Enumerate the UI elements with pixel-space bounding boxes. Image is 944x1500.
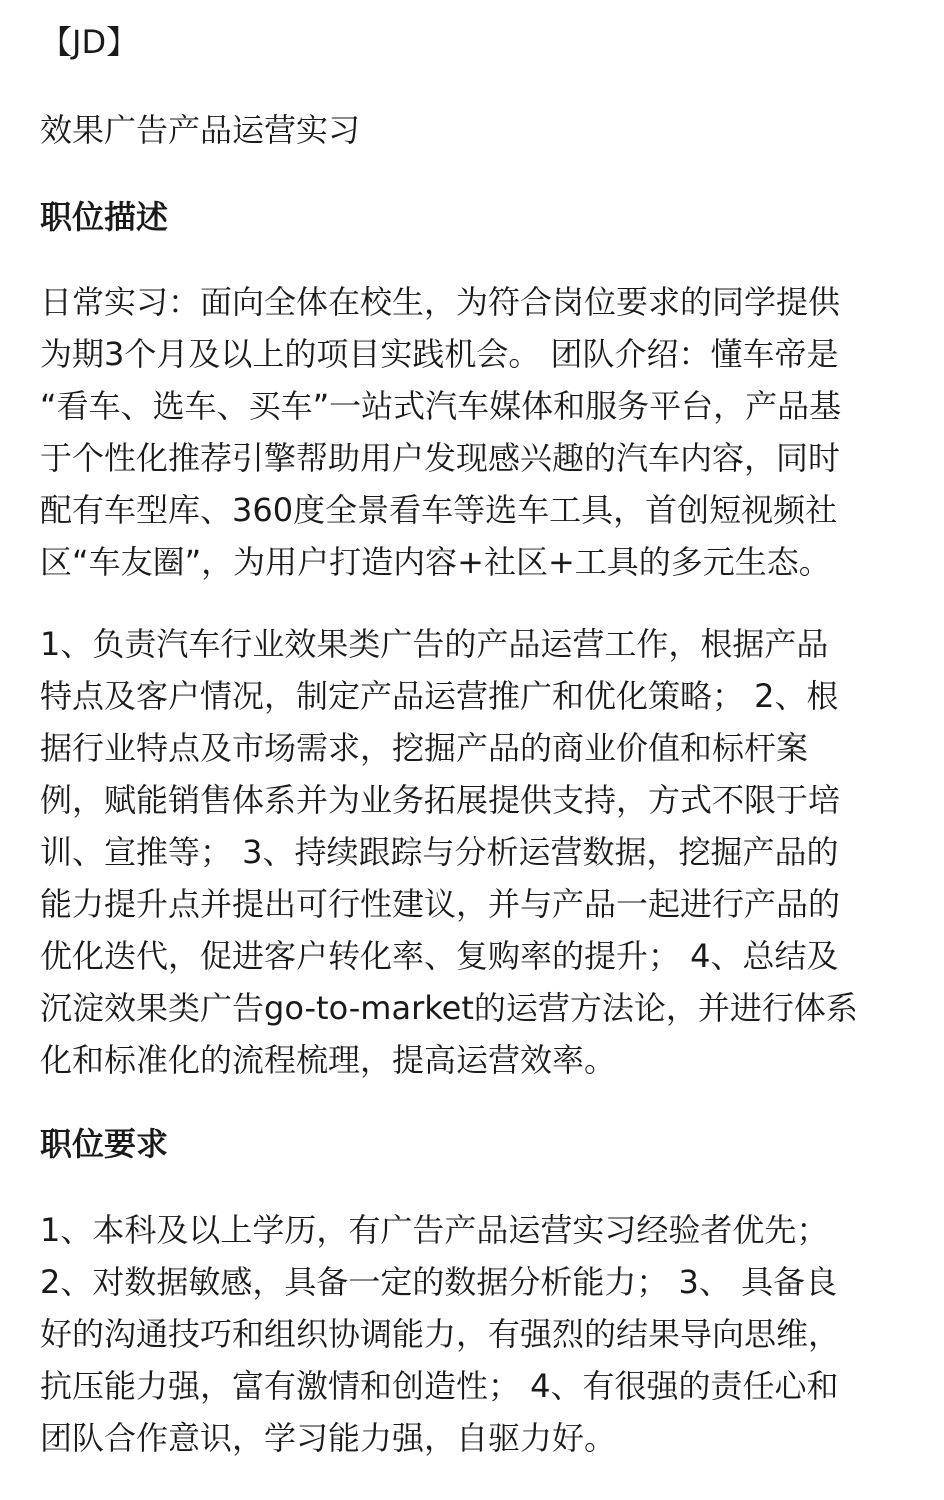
paragraph-line: 于个性化推荐引擎帮助用户发现感兴趣的汽车内容，同时 — [40, 439, 841, 477]
paragraph-line: 优化迭代，促进客户转化率、复购率的提升； 4、总结及 — [40, 937, 839, 975]
paragraph-line: 据行业特点及市场需求，挖掘产品的商业价值和标杆案 — [40, 729, 809, 767]
paragraph-line: 沉淀效果类广告go-to-market的运营方法论，并进行体系 — [40, 989, 858, 1027]
job-title: 效果广告产品运营实习 — [40, 111, 361, 149]
paragraph-line: 特点及客户情况，制定产品运营推广和优化策略； 2、根 — [40, 677, 839, 715]
paragraph-line: 区“车友圈”，为用户打造内容+社区+工具的多元生态。 — [40, 543, 831, 581]
paragraph-line: 1、本科及以上学历，有广告产品运营实习经验者优先； — [40, 1211, 829, 1249]
section-heading-requirements: 职位要求 — [40, 1125, 169, 1163]
paragraph-line: 抗压能力强，富有激情和创造性； 4、有很强的责任心和 — [40, 1367, 839, 1405]
jd-tag: 【JD】 — [40, 23, 139, 61]
paragraph-line: “看车、选车、买车”一站式汽车媒体和服务平台，产品基 — [40, 387, 842, 425]
paragraph-line: 2、对数据敏感，具备一定的数据分析能力； 3、 具备良 — [40, 1263, 838, 1301]
paragraph-line: 例，赋能销售体系并为业务拓展提供支持，方式不限于培 — [40, 781, 841, 819]
paragraph-line: 日常实习：面向全体在校生，为符合岗位要求的同学提供 — [40, 283, 841, 321]
paragraph-line: 化和标准化的流程梳理，提高运营效率。 — [40, 1041, 617, 1079]
paragraph-line: 团队合作意识，学习能力强，自驱力好。 — [40, 1419, 617, 1457]
section-heading-description: 职位描述 — [40, 198, 169, 236]
paragraph-line: 为期3个月及以上的项目实践机会。 团队介绍：懂车帝是 — [40, 335, 839, 373]
paragraph-line: 配有车型库、360度全景看车等选车工具，首创短视频社 — [40, 491, 838, 529]
paragraph-line: 训、宣推等； 3、持续跟踪与分析运营数据，挖掘产品的 — [40, 833, 839, 871]
paragraph-line: 1、负责汽车行业效果类广告的产品运营工作，根据产品 — [40, 625, 829, 663]
paragraph-line: 能力提升点并提出可行性建议，并与产品一起进行产品的 — [40, 885, 841, 923]
paragraph-line: 好的沟通技巧和组织协调能力，有强烈的结果导向思维， — [40, 1315, 841, 1353]
